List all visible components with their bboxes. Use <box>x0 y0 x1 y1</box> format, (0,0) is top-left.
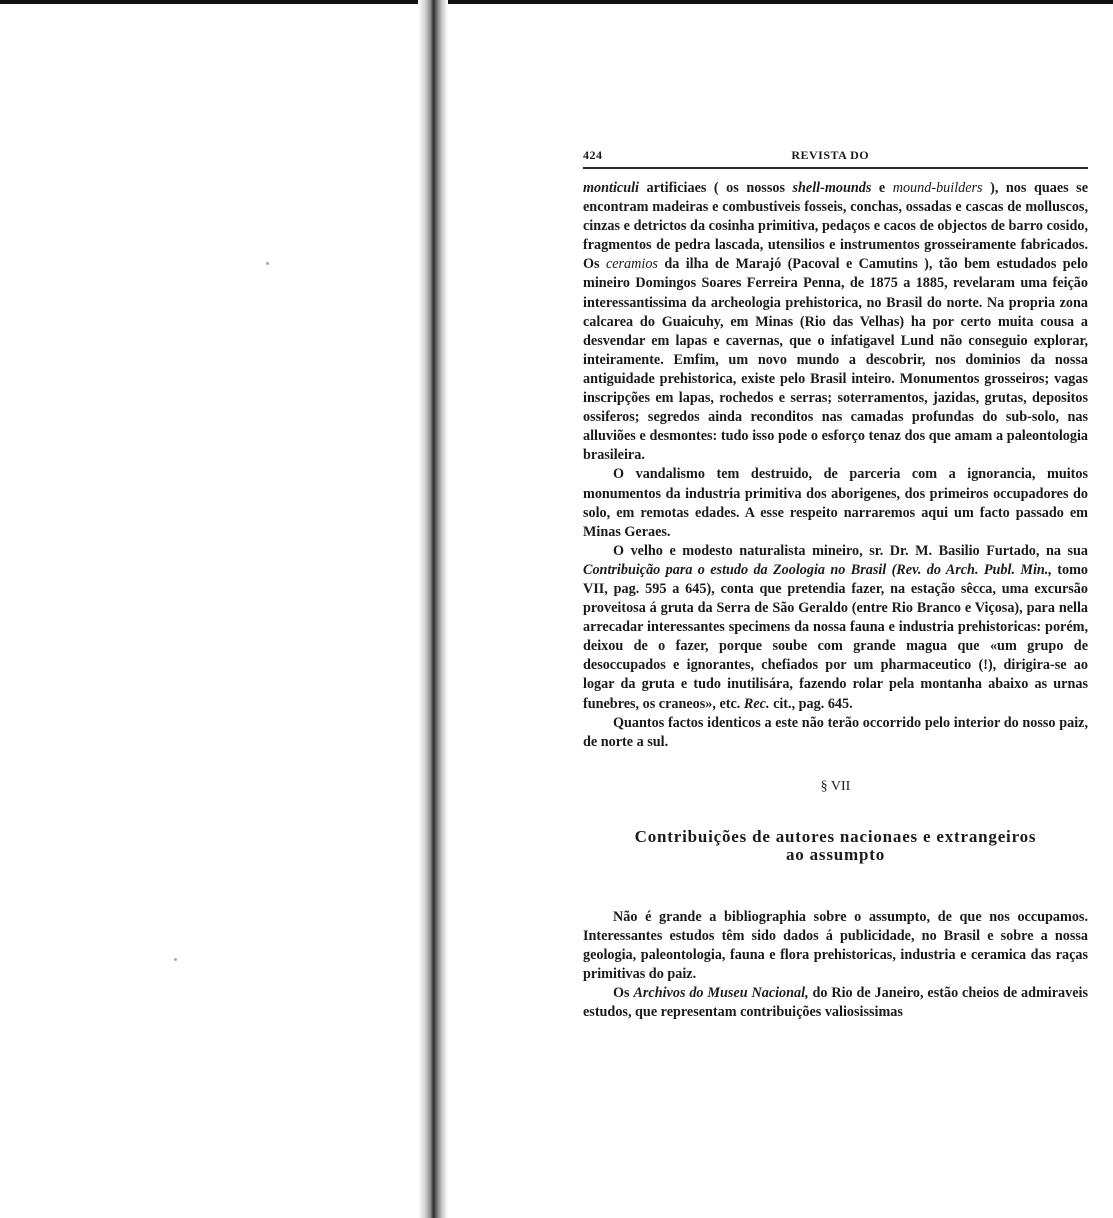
paper-speck <box>266 262 269 265</box>
text-run: cit., pag. 645. <box>769 695 853 712</box>
paper-speck <box>174 958 177 961</box>
text-run: artificiaes ( os nossos <box>638 180 793 196</box>
text-run: ceramios <box>605 256 658 273</box>
section-title <box>583 828 1088 864</box>
text-run: ), nos quaes se encontram madeiras e combustiveis fosseis, conchas, ossadas e cascas de molluscos, cinzas e detrictos da cosinha primitiva, pedaços e cacos de objectos de barro cosido, fragmentos de pedra lascada, utensilios e instrumentos grosseiramente fabricados. Os <box>583 180 1088 273</box>
text-run: Archivos do Museu Nacional, <box>633 985 809 1002</box>
text-run: e <box>871 180 893 196</box>
paragraph <box>583 179 1088 465</box>
text-run: Contribuição para o estudo da Zoologia no Brasil (Rev. do Arch. Publ. Min., <box>583 561 1052 578</box>
text-run: O vandalismo tem destruido, de parceria com a ignorancia, muitos monumentos da industria primitiva dos aborigenes, dos primeiros occupadores do solo, em remotas edades. A esse respeito narraremos aqui um facto passado em Minas Geraes. <box>583 466 1088 540</box>
running-header <box>583 148 1088 167</box>
text-run: monticuli <box>583 180 639 196</box>
paragraph <box>583 465 1088 541</box>
paragraph <box>583 542 1088 714</box>
running-title: REVISTA DO <box>791 148 870 162</box>
section-title-line: Contribuições de autores nacionaes e extrangeiros <box>634 826 1037 846</box>
text-run: O velho e modesto naturalista mineiro, sr. Dr. M. Basilio Furtado, na sua <box>613 542 1088 559</box>
text-run: Não é grande a bibliographia sobre o assumpto, de que nos occupamos. Interessantes estudos têm sido dados á publicidade, no Brasil e sobre a nossa geologia, paleontologia, fauna e flora prehistoricas, industria e ceramica das raças primitivas do paiz. <box>583 908 1088 983</box>
body-text-after <box>583 908 1088 1023</box>
page-top-edge <box>0 0 1113 4</box>
body-text-before <box>583 179 1088 752</box>
text-run: do Rio de Janeiro, estão cheios de admiraveis estudos, que representam contribuições valiosissimas <box>583 985 1088 1021</box>
header-rule <box>583 167 1088 169</box>
section-title-line: ao assumpto <box>785 844 885 864</box>
page-number: 424 <box>583 148 603 162</box>
book-page <box>583 148 1088 1022</box>
section-number: § VII <box>820 778 851 794</box>
paragraph <box>583 908 1088 984</box>
text-run: tomo VII, pag. 595 a 645), conta que pretendia fazer, na estação sêcca, uma excursão proveitosa á gruta da Serra de São Geraldo (entre Rio Branco e Viçosa), para nella arrecadar interessantes specimens da nossa fauna e industria prehistoricas: porém, deixou de o fazer, porque soube com grande magua que «um grupo de desoccupados e ignorantes, chefiados por um pharmaceutico (!), dirigira-se ao logar da gruta e tudo inutilisára, fazendo rolar pela montanha abaixo as urnas funebres, os craneos», etc. <box>583 561 1089 712</box>
paragraph <box>583 714 1088 752</box>
text-run: shell-mounds <box>792 180 872 196</box>
text-run: da ilha de Marajó (Pacoval e Camutins ), tão bem estudados pelo mineiro Domingos Soares Ferreira Penna, de 1875 a 1885, revelaram uma feição interessantissima da archeologia prehistorica, no Brasil do norte. Na propria zona calcarea do Guaicuhy, em Minas (Rio das Velhas) ha por certo muita cousa a desvendar em lapas e cavernas, que o infatigavel Lund não conseguio explorar, inteiramente. Emfim, um novo mundo a descobrir, nos dominios da nossa antiguidade prehistorica, existe pelo Brasil inteiro. Monumentos grosseiros; vagas inscripções em lapas, rochedos e serras; soterramentos, jazidas, grutas, depositos ossiferos; segredos ainda reconditos nas camadas profundas do sub-solo, nas alluviões e desmontes: tudo isso pode o esforço tenaz dos que amam a paleontologia brasileira. <box>583 256 1088 464</box>
book-gutter <box>418 0 448 1218</box>
paragraph <box>583 984 1088 1022</box>
text-run: Rec. <box>743 695 770 712</box>
text-run: Quantos factos identicos a este não terão occorrido pelo interior do nosso paiz, de norte a sul. <box>583 714 1088 750</box>
text-run: mound-builders <box>892 180 983 196</box>
text-run: Os <box>613 985 634 1002</box>
